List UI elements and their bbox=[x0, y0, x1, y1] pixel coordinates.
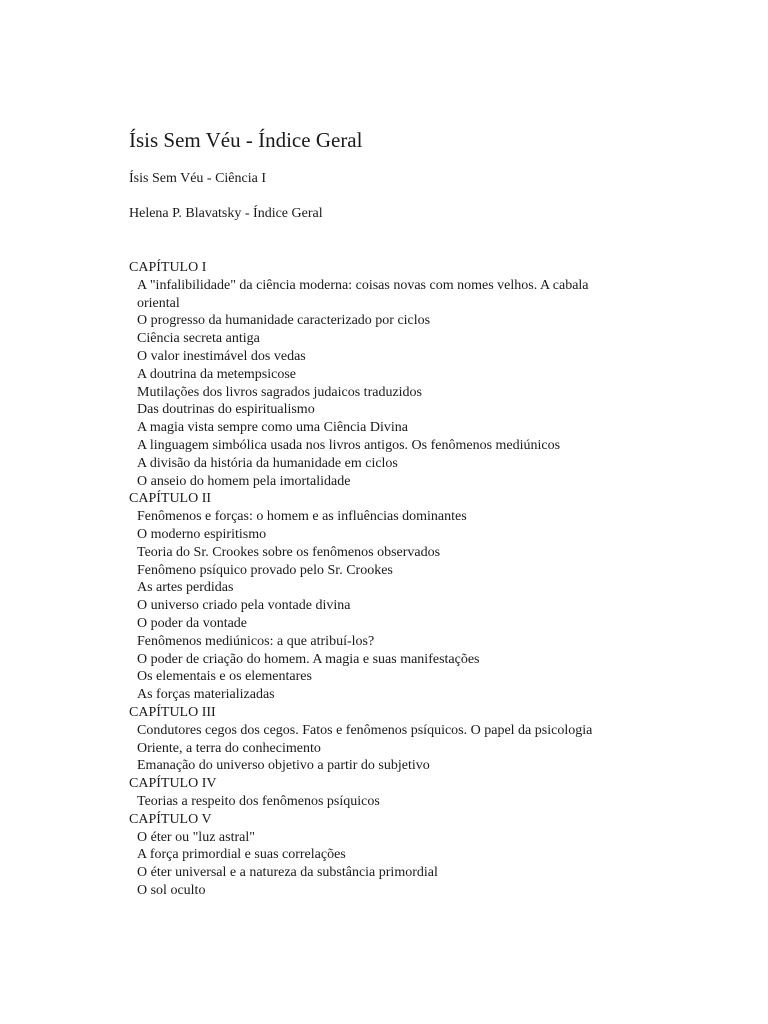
toc-entry: O poder de criação do homem. A magia e suas manifestações bbox=[137, 651, 480, 667]
toc-entry: Os elementais e os elementares bbox=[137, 669, 312, 685]
toc-entry: Oriente, a terra do conhecimento bbox=[137, 740, 321, 756]
toc-entry: O anseio do homem pela imortalidade bbox=[137, 473, 351, 489]
toc-entry: O progresso da humanidade caracterizado por ciclos bbox=[137, 313, 431, 329]
chapter-heading: CAPÍTULO V bbox=[129, 811, 212, 827]
chapter-heading: CAPÍTULO IV bbox=[129, 776, 217, 792]
toc-entry: O universo criado pela vontade divina bbox=[137, 598, 351, 614]
book-subtitle: Ísis Sem Véu - Ciência I bbox=[129, 171, 266, 186]
toc-entry: O valor inestimável dos vedas bbox=[137, 348, 306, 364]
toc-entry: Fenômenos e forças: o homem e as influências dominantes bbox=[137, 509, 467, 525]
chapter-heading: CAPÍTULO III bbox=[129, 704, 216, 720]
chapter-heading: CAPÍTULO I bbox=[129, 260, 207, 275]
chapter-heading: CAPÍTULO II bbox=[129, 491, 212, 507]
toc-entry: Fenômeno psíquico provado pelo Sr. Crookes bbox=[137, 562, 393, 578]
toc-entry: Condutores cegos dos cegos. Fatos e fenômenos psíquicos. O papel da psicologia bbox=[137, 722, 593, 738]
toc-entry: Das doutrinas do espiritualismo bbox=[137, 402, 315, 418]
toc-entry: Ciência secreta antiga bbox=[137, 331, 260, 347]
toc-entry: As artes perdidas bbox=[137, 580, 234, 596]
page-title: Ísis Sem Véu - Índice Geral bbox=[129, 128, 363, 152]
toc-entry: O moderno espiritismo bbox=[137, 526, 267, 542]
toc-entry: As forças materializadas bbox=[137, 687, 275, 703]
toc-entry: Emanação do universo objetivo a partir do subjetivo bbox=[137, 758, 430, 774]
toc-entry: A divisão da história da humanidade em ciclos bbox=[137, 455, 398, 471]
table-of-contents bbox=[129, 259, 609, 900]
toc-entry: Teorias a respeito dos fenômenos psíquicos bbox=[137, 793, 380, 809]
toc-entry: A doutrina da metempsicose bbox=[137, 366, 297, 382]
toc-entry: A linguagem simbólica usada nos livros antigos. Os fenômenos mediúnicos bbox=[137, 437, 561, 453]
toc-entry: Mutilações dos livros sagrados judaicos traduzidos bbox=[137, 384, 423, 400]
toc-entry: A força primordial e suas correlações bbox=[137, 847, 346, 863]
toc-entry: O éter ou "luz astral" bbox=[137, 829, 255, 845]
toc-entry: Teoria do Sr. Crookes sobre os fenômenos observados bbox=[137, 544, 441, 560]
toc-entry: O poder da vontade bbox=[137, 615, 248, 631]
toc-entry: O éter universal e a natureza da substância primordial bbox=[137, 865, 438, 881]
toc-entry: A "infalibilidade" da ciência moderna: coisas novas com nomes velhos. A cabala oriental bbox=[137, 277, 589, 311]
toc-entry: O sol oculto bbox=[137, 882, 206, 898]
toc-entry: Fenômenos mediúnicos: a que atribuí-los? bbox=[137, 633, 375, 649]
toc-entry: A magia vista sempre como uma Ciência Divina bbox=[137, 420, 408, 436]
author-subtitle: Helena P. Blavatsky - Índice Geral bbox=[129, 206, 323, 221]
